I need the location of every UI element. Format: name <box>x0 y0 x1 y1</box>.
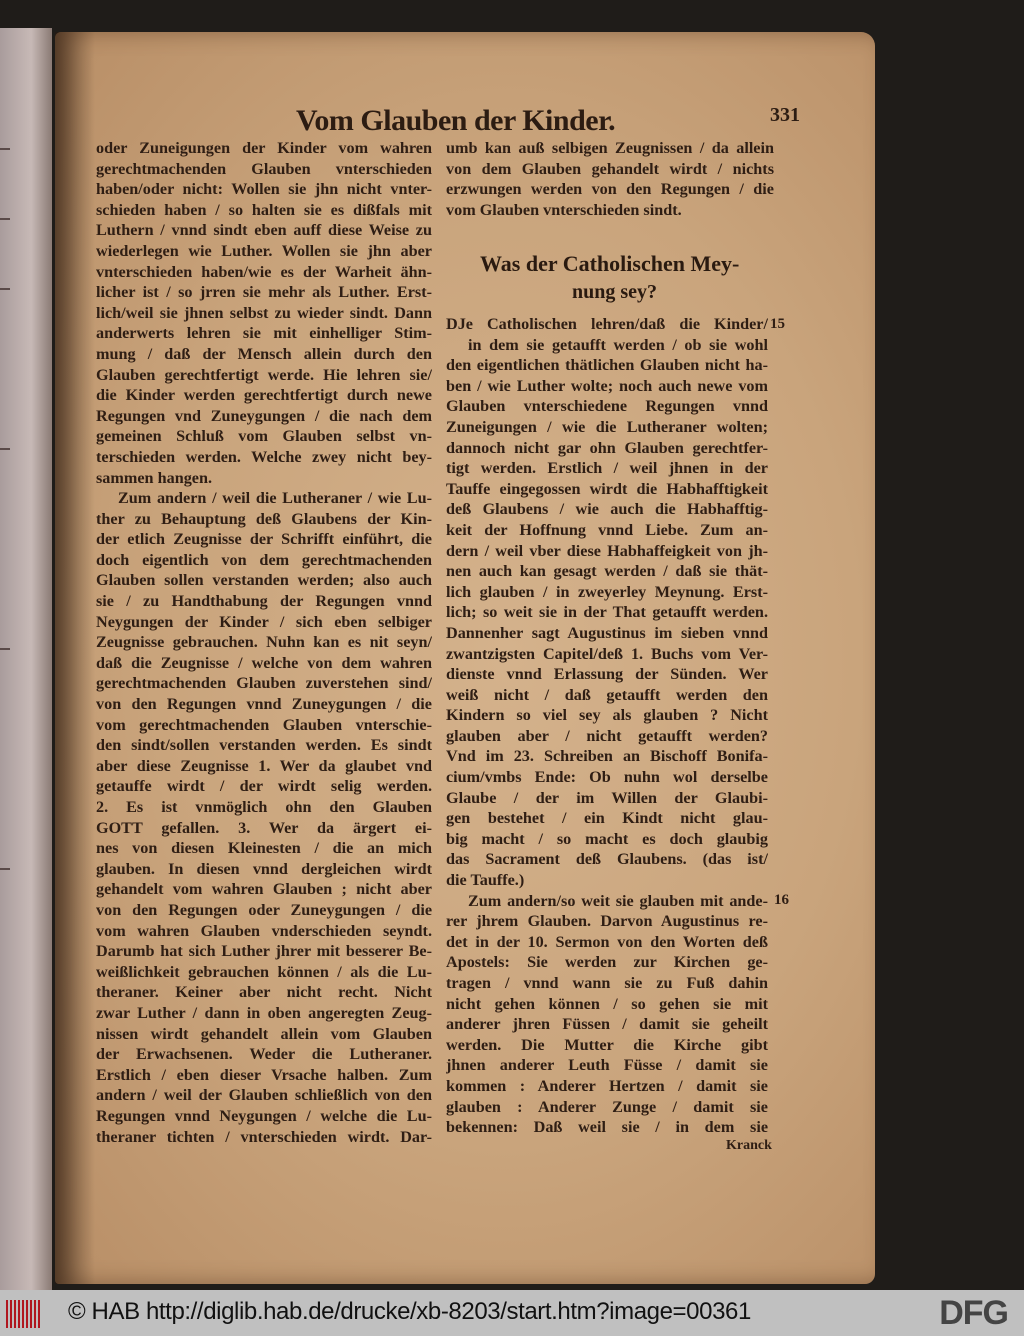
section-heading <box>480 250 770 306</box>
text-line: gen bestehet / ein Kindt nicht glau- <box>446 809 768 828</box>
text-line: der etlich Zeugnisse der Schrifft einführt, die <box>96 530 432 549</box>
text-line: Glaube / der im Willen der Glaubi- <box>446 788 768 807</box>
text-line: GOTT gefallen. 3. Wer da ärgert ei- <box>96 818 432 837</box>
text-line: den eigentlichen thätlichen Glauben nicht ha- <box>446 356 768 375</box>
text-line: gerechtmachenden Glauben zuverstehen sind/ <box>96 674 432 693</box>
text-line: vnterschieden haben/wie es der Warheit ähn- <box>96 262 432 281</box>
text-line: 2. Es ist vnmöglich ohn den Glauben <box>96 798 432 816</box>
text-line: det in der 10. Sermon von den Worten deß <box>446 932 768 951</box>
text-line: glauben : Anderer Zunge / damit sie <box>446 1097 768 1116</box>
text-line: Vnd im 23. Schreiben an Bischoff Bonifa- <box>446 747 768 766</box>
text-line: gehandelt vom wahren Glauben ; nicht aber <box>96 880 432 899</box>
text-line: dienste vnnd Erlassung der Sünden. Wer <box>446 665 768 684</box>
text-line: weißlichkeit gebrauchen können / als die Lu- <box>96 962 432 981</box>
text-line: sammen hangen. <box>96 468 213 487</box>
hab-logo-icon <box>6 1300 42 1328</box>
right-column-top <box>446 138 774 220</box>
text-line: lich/weil sie jhnen selbst zu wieder sindt. Dann <box>96 303 432 322</box>
text-line: die Tauffe.) <box>446 871 525 890</box>
text-line: Luthern / vnnd sindt eben auff diese Weise zu <box>96 221 432 240</box>
text-line: von den Regungen oder Zuneygungen / die <box>96 900 432 919</box>
text-line: licher ist / so jrren sie mehr als Luther. Erst- <box>96 283 432 302</box>
text-line: nen auch kan gesagt werden / daß sie thät- <box>446 562 768 581</box>
text-line: Regungen vnnd Neygungen / welche die Lu- <box>96 1106 432 1125</box>
text-line: daß die Zeugnisse / welche von dem wahren <box>96 653 432 672</box>
text-line: theraner tichten / vnterschieden wirdt. Dar- <box>96 1127 432 1146</box>
text-line: rer jhrem Glauben. Darvon Augustinus re- <box>446 912 768 931</box>
text-line: getauffe wirdt / der wirdt selig werden. <box>96 777 432 796</box>
text-line: umb kan auß selbigen Zeugnissen / da allein <box>446 139 774 157</box>
text-line: deß Glaubens / wie auch die Habhafftig- <box>446 500 768 519</box>
text-line: cium/vmbs Ende: Ob nuhn wol derselbe <box>446 768 768 787</box>
text-line: bekennen: Daß weil sie / in dem sie <box>446 1118 768 1137</box>
text-line: dannoch nicht gar ohn Glauben gerechtfer- <box>446 438 768 457</box>
text-line: Tauffe eingegossen wirdt die Habhafftigkeit <box>446 479 768 498</box>
text-line: tigt werden. Erstlich / weil jhnen in der <box>446 459 768 478</box>
text-line: Glauben gerechtfertigt werde. Hie lehren sie/ <box>96 365 432 384</box>
text-line: in dem sie getaufft werden / ob sie wohl <box>468 335 768 354</box>
text-line: ther zu Behauptung deß Glaubens der Kin- <box>96 509 432 528</box>
text-line: nissen wirdt gehandelt allein vom Glauben <box>96 1024 432 1043</box>
text-line: oder Zuneigungen der Kinder vom wahren <box>96 139 432 157</box>
text-line: von den Regungen vnnd Zuneygungen / die <box>96 695 432 714</box>
text-line: Regungen vnd Zuneygungen / die nach dem <box>96 406 432 425</box>
text-line: Zeugnisse gebrauchen. Nuhn kan es nit seyn/ <box>96 633 432 652</box>
text-line: von dem Glauben gehandelt wirdt / nichts <box>446 159 774 178</box>
text-line: vom gerechtmachenden Glauben vnterschie- <box>96 715 432 734</box>
text-line: tragen / vnnd wann sie zu Fuß dahin <box>446 974 768 992</box>
text-line: Glauben sollen verstanden werden; also auch <box>96 571 432 590</box>
text-line: ben / wie Luther wolte; noch auch newe vom <box>446 376 768 395</box>
text-line: andern / weil der Glauben schließlich von den <box>96 1086 432 1105</box>
left-column <box>96 138 432 1147</box>
text-line: Glauben vnterschiedene Regungen vnnd <box>446 397 768 416</box>
margin-number: 15 <box>770 316 785 332</box>
text-line: anderwerts lehren sie mit einhelliger Stim- <box>96 324 432 343</box>
text-line: Zuneigungen / wie die Lutheraner wolten; <box>446 417 768 436</box>
text-line: vom wahren Glauben vnderschieden seyndt. <box>96 921 432 940</box>
text-line: terschieden werden. Welche zwey nicht bey- <box>96 447 432 466</box>
text-line: wiederlegen wie Luther. Wollen sie jhn aber <box>96 241 432 260</box>
text-line: DJe Catholischen lehren/daß die Kinder/ <box>446 315 768 333</box>
text-line: zwantzigsten Capitel/deß 1. Buchs vom Ver- <box>446 644 768 663</box>
credit-link[interactable]: © HAB http://diglib.hab.de/drucke/xb-8203/start.htm?image=00361 <box>68 1298 751 1325</box>
text-line: dern / weil vber diese Habhaffeigkeit von jh- <box>446 541 768 560</box>
text-line: Kindern so viel sey als glauben ? Nicht <box>446 706 768 725</box>
text-line: zwar Luther / dann in oben angeregten Zeug- <box>96 1003 432 1022</box>
text-line: keit der Hoffnung vnnd Liebe. Zum an- <box>446 520 768 539</box>
text-line: schieden haben / so halten sie es dißfals mit <box>96 200 432 219</box>
text-line: mung / daß der Mensch allein durch den <box>96 344 432 363</box>
margin-number: 16 <box>774 892 789 908</box>
text-line: Apostels: Sie werden zur Kirchen ge- <box>446 953 768 972</box>
text-line: gemeinen Schluß vom Glauben selbst vn- <box>96 427 432 446</box>
text-line: doch eigentlich von dem gerechtmachenden <box>96 550 432 569</box>
text-line: Zum andern / weil die Lutheraner / wie Lu- <box>118 489 432 508</box>
text-line: erzwungen werden von den Regungen / die <box>446 180 774 199</box>
footer-bar <box>0 1290 1024 1336</box>
text-line: theraner. Keiner aber nicht recht. Nicht <box>96 983 432 1002</box>
text-line: jhnen anderer Leuth Füsse / damit sie <box>446 1056 768 1075</box>
text-line: Neygungen der Kinder / sich eben selbiger <box>96 612 432 631</box>
text-line: nicht gehen können / so gehen sie mit <box>446 994 768 1013</box>
text-line: die Kinder werden gerechtfertigt durch newe <box>96 386 432 405</box>
text-line: weiß nicht / daß getaufft werden den <box>446 685 768 704</box>
text-line: Darumb hat sich Luther jhrer mit besserer Be- <box>96 942 432 961</box>
text-line: big macht / so macht es doch glaubig <box>446 829 768 848</box>
text-line: lich; so weit sie in der That getaufft werden. <box>446 603 768 622</box>
page-gutter-shadow <box>55 32 95 1284</box>
text-line: glauben. In diesen vnnd dergleichen wirdt <box>96 859 432 878</box>
text-line: glauben aber / nicht getaufft werden? <box>446 726 768 745</box>
text-line: lich glauben / in zweyerley Meynung. Erst- <box>446 582 768 601</box>
text-line: Erstlich / eben dieser Vrsache halben. Zum <box>96 1065 432 1084</box>
text-line: vom Glauben vnterschieden sindt. <box>446 200 682 219</box>
running-head: Vom Glauben der Kinder. <box>296 104 616 137</box>
right-column-body <box>446 314 768 1138</box>
text-line: nes von diesen Kleinesten / die an mich <box>96 839 432 858</box>
text-line: aber diese Zeugnisse 1. Wer da glaubet vnd <box>96 756 432 775</box>
text-line: kommen : Anderer Hertzen / damit sie <box>446 1076 768 1095</box>
text-line: gerechtmachenden Glauben vnterschieden <box>96 159 432 178</box>
catchword: Kranck <box>726 1138 772 1153</box>
section-heading-line: Was der Catholischen Mey- <box>480 251 740 276</box>
text-line: anderer jhren Füssen / damit sie geheilt <box>446 1015 768 1034</box>
text-line: Dannenher sagt Augustinus im sieben vnnd <box>446 623 768 642</box>
text-line: der Erwachsenen. Weder die Lutheraner. <box>96 1045 432 1064</box>
text-line: sie / zu Handthabung der Regungen vnnd <box>96 592 432 611</box>
dfg-logo: DFG <box>939 1294 1008 1332</box>
text-line: Zum andern/so weit sie glauben mit ande- <box>468 891 768 910</box>
text-line: das Sacrament deß Glaubens. (das ist/ <box>446 850 768 869</box>
adjacent-page-edge <box>0 28 52 1290</box>
text-line: werden. Die Mutter die Kirche gibt <box>446 1035 768 1054</box>
page-number: 331 <box>770 104 800 126</box>
section-heading-line: nung sey? <box>572 281 658 303</box>
text-line: den sindt/sollen verstanden werden. Es sindt <box>96 736 432 755</box>
text-line: haben/oder nicht: Wollen sie jhn nicht vnter- <box>96 180 432 199</box>
